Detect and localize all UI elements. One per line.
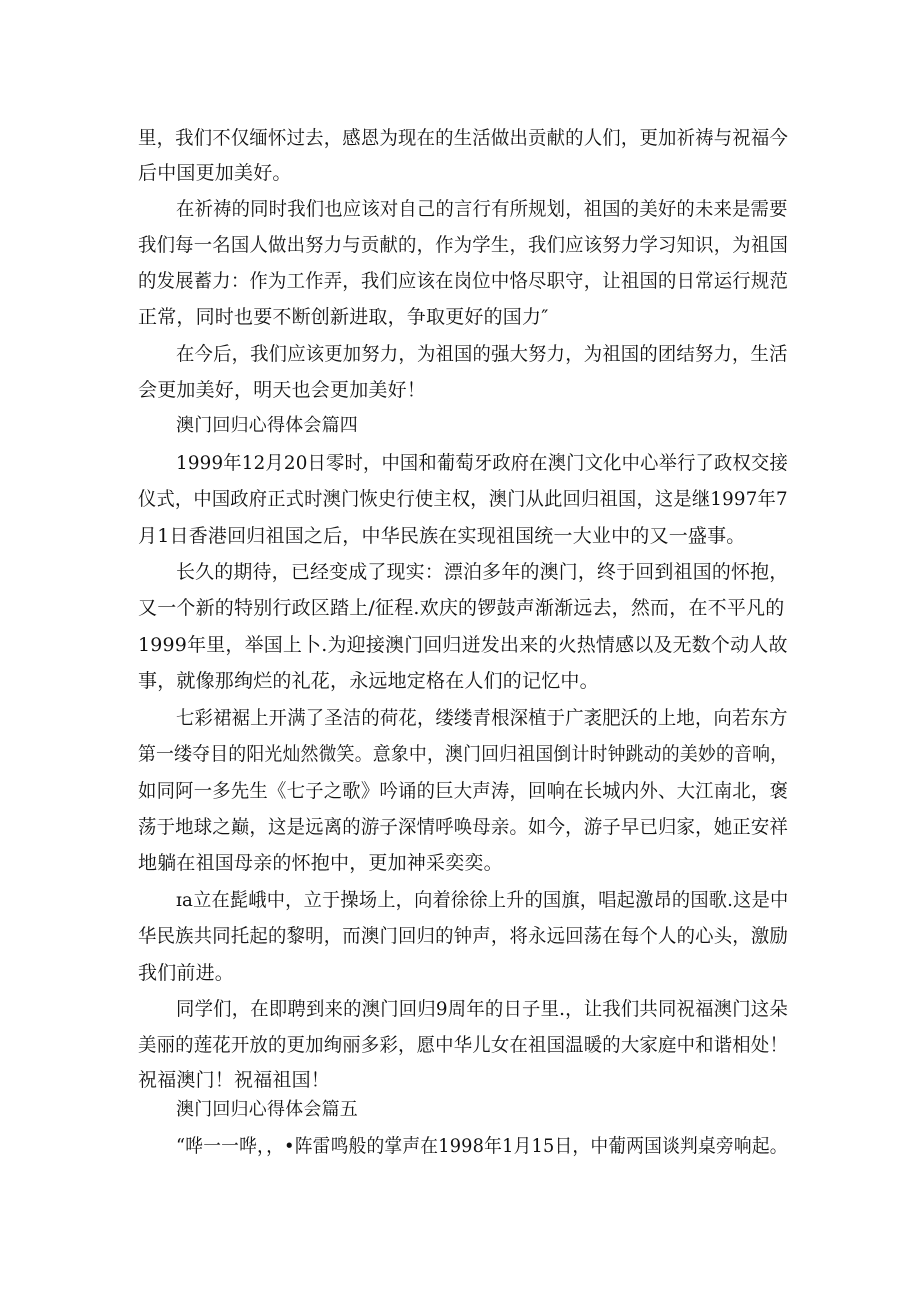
paragraph-first-line: 同学们，在即聘到来的澳门回归9周年的日子里.，让我们共同祝福澳门这朵 [176, 998, 788, 1020]
paragraph-first-line: ɪa立在髭峨中，立于操场上，向着徐徐上升的国旗，唱起激昂的国歌.这是中 [176, 889, 789, 911]
paragraph-first-line: 在今后，我们应该更加努力，为祖国的强大努力，为祖国的团结努力，生活 [176, 343, 788, 365]
text-line: 祝福澳门！祝福祖国！ [138, 1069, 331, 1091]
text-line: 如同阿一多先生《七子之歌》吟诵的巨大声涛，回响在长城内外、大江南北，褒 [138, 780, 789, 802]
text-line: 荡于地球之巅，这是远离的游子深情呼唤母亲。如今，游子早已归家，她正安祥 [138, 816, 789, 838]
paragraph-first-line: 长久的期待，已经变成了现实：漂泊多年的澳门，终于回到祖国的怀抱， [176, 561, 789, 583]
text-line: 我们每一名国人做出努力与贡献的，作为学生，我们应该努力学习知识，为祖国 [138, 234, 789, 256]
text-line: 月1日香港回归祖国之后，中华民族在实现祖国统一大业中的又一盛事。 [138, 525, 746, 547]
text-line: 仪式，中国政府正式时澳门恢史行使主权，澳门从此回归祖国，这是继1997年7 [138, 488, 788, 510]
text-line: 后中国更加美好。 [138, 162, 292, 184]
text-line: 的发展蓄力：作为工作弄，我们应该在岗位中恪尽职守，让祖国的日常运行规范 [138, 270, 789, 292]
text-line: 美丽的莲花开放的更加绚丽多彩，愿中华儿女在祖国温暖的大家庭中和谐相处！ [138, 1034, 789, 1056]
text-line: 会更加美好，明天也会更加美好！ [138, 379, 427, 401]
section-heading: 澳门回归心得体会篇五 [176, 1099, 358, 1120]
paragraph-first-line: 在祈祷的同时我们也应该对自己的言行有所规划，祖国的美好的未来是需要 [176, 198, 788, 220]
paragraph-first-line: 1999年12月20日零时，中国和葡萄牙政府在澳门文化中心举行了政权交接 [176, 452, 788, 474]
text-line: 第一缕夺目的阳光灿然微笑。意象中，澳门回归祖国倒计时钟跳动的美妙的音响， [138, 743, 789, 765]
paragraph-first-line: “哗一一哗，，•阵雷鸣般的掌声在1998年1月15日，中葡两国谈判桌旁响起。 [176, 1135, 788, 1157]
text-line: 里，我们不仅缅怀过去，感恩为现在的生活做出贡献的人们，更加祈祷与祝福今 [138, 127, 789, 149]
text-line: 我们前进。 [138, 962, 235, 984]
text-line: 事，就像那绚烂的礼花，永远地定格在人们的记忆中。 [138, 670, 599, 692]
text-line: 正常，同时也要不断创新进取，争取更好的国力″ [138, 306, 549, 328]
text-line: 1999年里，举国上卜.为迎接澳门回归迸发出来的火热情感以及无数个动人故 [138, 634, 788, 656]
paragraph-first-line: 七彩裙裾上开满了圣洁的荷花，缕缕青根深植于广袤肥沃的上地，向若东方 [176, 707, 788, 729]
section-heading: 澳门回归心得体会篇四 [176, 415, 358, 436]
text-line: 华民族共同托起的黎明，而澳门回归的钟声，将永远回荡在每个人的心头，激励 [138, 925, 789, 947]
text-line: 地躺在祖国母亲的怀抱中，更加神采奕奕。 [138, 852, 503, 874]
text-line: 又一个新的特别行政区踏上/征程.欢庆的锣鼓声渐渐远去，然而，在不平凡的 [138, 597, 785, 619]
